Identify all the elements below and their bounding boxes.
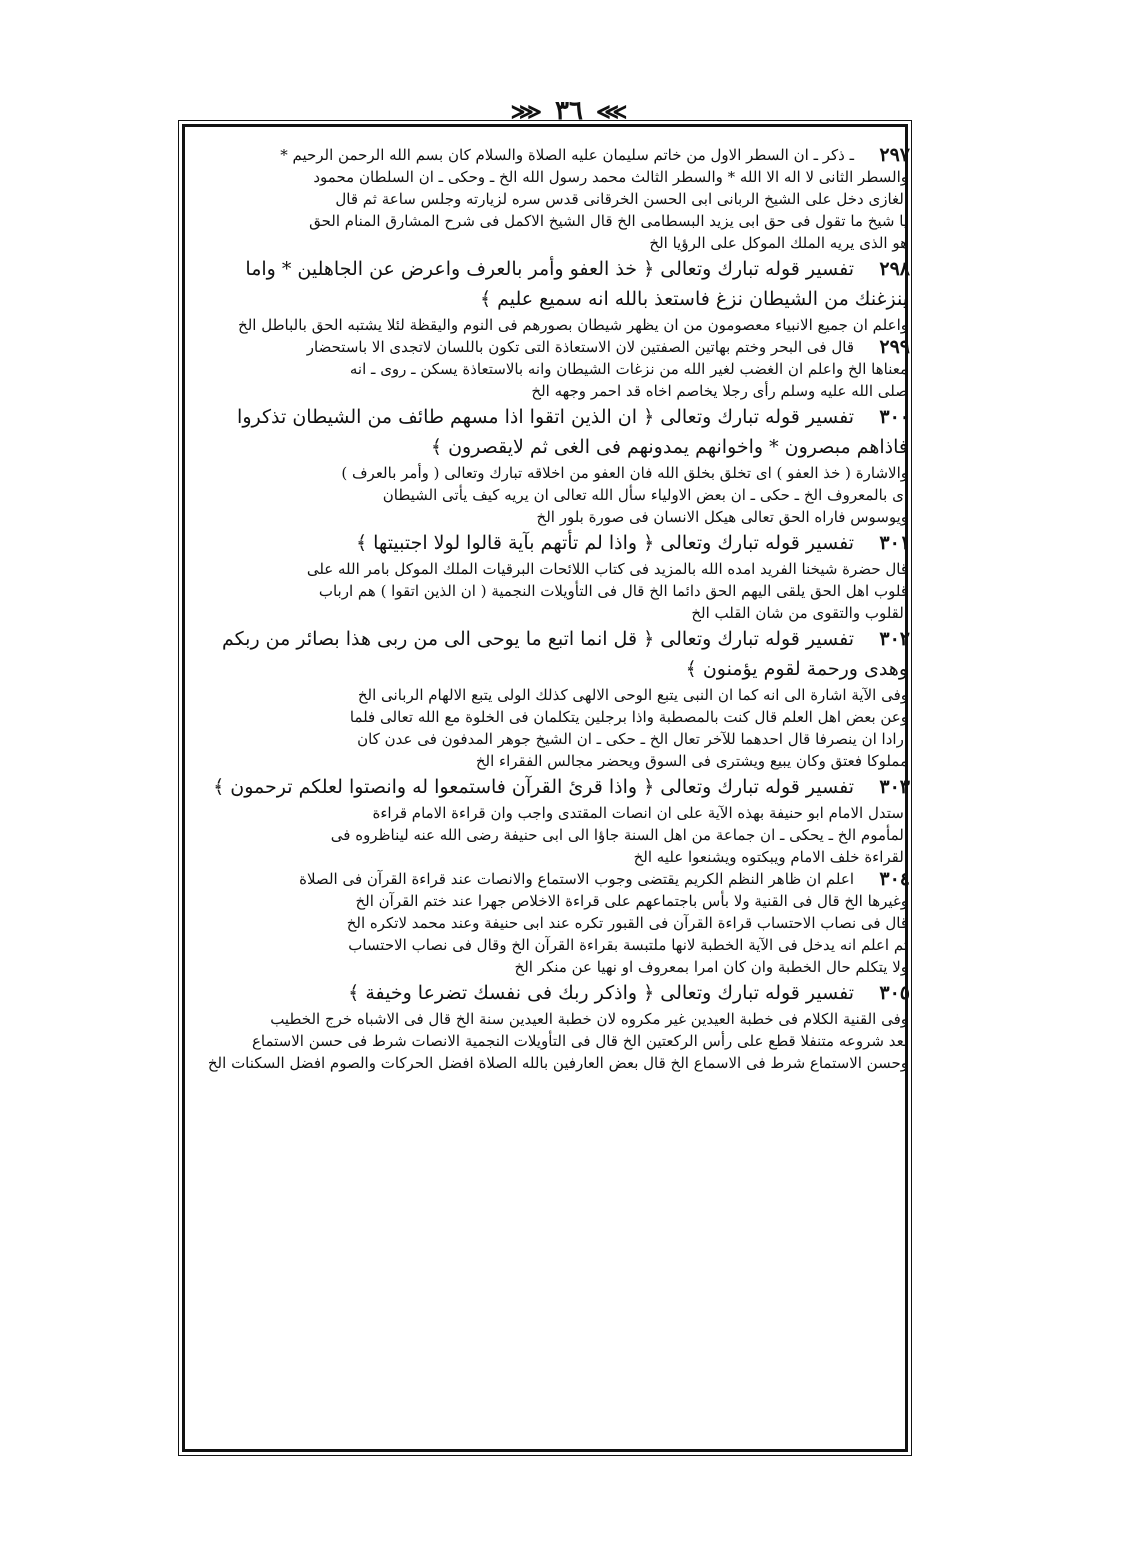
entry-number: ٢٩٨: [879, 258, 910, 280]
text-line: استدل الامام ابو حنيفة بهذه الآية على ان انصات المقتدى واجب وان قراءة الامام قراءة: [372, 804, 908, 822]
entry-number: ٣٠٣: [879, 776, 910, 798]
entry-block: [192, 772, 908, 868]
text-line: بعد شروعه متنفلا قطع على رأس الركعتين الخ قال فى التأويلات النجمية الانصات شرط فى حسن الاستماع: [251, 1032, 908, 1050]
text-line: اعلم ان ظاهر النظم الكريم يقتضى وجوب الاستماع والانصات عند قراءة القرآن فى الصلاة: [299, 870, 854, 888]
text-line: معناها الخ واعلم ان الغضب لغير الله من نزغات الشيطان وانه بالاستعاذة يسكن ـ روى ـ انه: [349, 360, 908, 378]
text-line: القلوب والتقوى من شان القلب الخ: [691, 604, 908, 622]
entry-number: ٢٩٧: [879, 144, 910, 166]
entry-number: ٢٩٩: [879, 336, 910, 358]
entry-block: [192, 978, 908, 1074]
text-line: ينزغنك من الشيطان نزغ فاستعذ بالله انه سميع عليم ﴾: [479, 288, 908, 310]
text-line: وغيرها الخ قال فى القنية ولا بأس باجتماعهم على قراءة الاخلاص جهرا عند ختم القرآن الخ: [355, 892, 908, 910]
entry-number: ٣٠٤: [879, 868, 910, 890]
text-line: ثم اعلم انه يدخل فى الآية الخطبة لانها ملتبسة بقراءة القرآن الخ وقال فى نصاب الاحتساب: [348, 936, 908, 954]
text-line: تفسير قوله تبارك وتعالى ﴿ واذا لم تأتهم بآية قالوا لولا اجتبيتها ﴾: [355, 532, 854, 554]
text-line: تفسير قوله تبارك وتعالى ﴿ واذا قرئ القرآن فاستمعوا له وانصتوا لعلكم ترحمون ﴾: [213, 776, 854, 798]
text-line: وحسن الاستماع شرط فى الاسماع الخ قال بعض العارفين بالله الصلاة افضل الحركات والصوم افضل السكنات الخ: [207, 1054, 908, 1072]
text-line: صلى الله عليه وسلم رأى رجلا يخاصم اخاه قد احمر وجهه الخ: [531, 382, 908, 400]
entry-block: [192, 254, 908, 336]
text-line: ويوسوس فاراه الحق تعالى هيكل الانسان فى صورة بلور الخ: [536, 508, 908, 526]
entry-number: ٣٠٢: [879, 628, 910, 650]
entry-block: [192, 336, 908, 402]
text-line: القراءة خلف الامام ويبكتوه ويشنعوا عليه الخ: [633, 848, 908, 866]
ornament-left-icon: ⋙: [510, 99, 542, 125]
text-line: تفسير قوله تبارك وتعالى ﴿ قل انما اتبع ما يوحى الى من ربى هذا بصائر من ربكم: [222, 628, 854, 650]
text-line: ـ ذكر ـ ان السطر الاول من خاتم سليمان عليه الصلاة والسلام كان بسم الله الرحمن الرحيم *: [280, 146, 854, 164]
text-line: وفى الآية اشارة الى انه كما ان النبى يتبع الوحى الالهى كذلك الولى يتبع الالهام الربانى الخ: [357, 686, 908, 704]
entry-block: [192, 144, 908, 254]
text-line: تفسير قوله تبارك وتعالى ﴿ ان الذين اتقوا اذا مسهم طائف من الشيطان تذكروا: [237, 406, 854, 428]
text-line: تفسير قوله تبارك وتعالى ﴿ خذ العفو وأمر بالعرف واعرض عن الجاهلين * واما: [245, 258, 854, 280]
text-line: مملوكا فعتق وكان يبيع ويشترى فى السوق ويحضر مجالس الفقراء الخ: [475, 752, 908, 770]
text-line: ولا يتكلم حال الخطبة وان كان امرا بمعروف او نهيا عن منكر الخ: [514, 958, 908, 976]
text-line: ارادا ان ينصرفا قال احدهما للآخر تعال الخ ـ حكى ـ ان الشيخ جوهر المدفون فى عدن كان: [357, 730, 908, 748]
text-line: فاذاهم مبصرون * واخوانهم يمدونهم فى الغى ثم لايقصرون ﴾: [430, 436, 908, 458]
text-line: واعلم ان جميع الانبياء معصومون من ان يظهر شيطان بصورهم فى النوم واليقظة لئلا يشتبه الحق بالباطل الخ: [238, 316, 908, 334]
text-line: والسطر الثانى لا اله الا الله * والسطر الثالث محمد رسول الله الخ ـ وحكى ـ ان السلطان محمود: [313, 168, 908, 186]
text-line: وفى القنية الكلام فى خطبة العيدين غير مكروه لان خطبة العيدين سنة الخ قال فى الاشباه خرج الخطيب: [270, 1010, 908, 1028]
text-line: وهدى ورحمة لقوم يؤمنون ﴾: [685, 658, 908, 680]
text-line: والاشارة ( خذ العفو ) اى تخلق بخلق الله فان العفو من اخلاقه تبارك وتعالى ( وأمر بالعرف ): [341, 464, 908, 482]
text-line: قال فى البحر وختم بهاتين الصفتين لان الاستعاذة التى تكون باللسان لاتجدى الا باستحضار: [306, 338, 854, 356]
page-number-header: [0, 96, 1138, 126]
page-content: [192, 144, 908, 1074]
entry-number: ٣٠٠: [879, 406, 910, 428]
text-line: قلوب اهل الحق يلقى اليهم الحق دائما الخ قال فى التأويلات النجمية ( ان الذين اتقوا ) هم ارباب: [318, 582, 908, 600]
text-line: يا شيخ ما تقول فى حق ابى يزيد البسطامى الخ قال الشيخ الاكمل فى شرح المشارق المنام الحق: [309, 212, 908, 230]
ornament-right-icon: ⋘: [596, 99, 628, 125]
page-number: ٣٦: [555, 96, 583, 126]
text-line: المأموم الخ ـ يحكى ـ ان جماعة من اهل السنة جاؤا الى ابى حنيفة رضى الله عنه ليناظروه فى: [330, 826, 908, 844]
text-line: الغازى دخل على الشيخ الربانى ابى الحسن الخرقانى قدس سره لزيارته وجلس ساعة ثم قال: [335, 190, 908, 208]
entry-block: [192, 528, 908, 624]
text-line: وعن بعض اهل العلم قال كنت بالمصطبة واذا برجلين يتكلمان فى الخلوة مع الله تعالى فلما: [349, 708, 908, 726]
entry-number: ٣٠١: [879, 532, 910, 554]
text-line: قال فى نصاب الاحتساب قراءة القرآن فى القبور تكره عند ابى حنيفة وعند محمد لاتكره الخ: [346, 914, 908, 932]
text-line: هو الذى يريه الملك الموكل على الرؤيا الخ: [649, 234, 908, 252]
text-line: تفسير قوله تبارك وتعالى ﴿ واذكر ربك فى نفسك تضرعا وخيفة ﴾: [348, 982, 854, 1004]
entry-block: [192, 868, 908, 978]
entry-block: [192, 624, 908, 772]
entry-block: [192, 402, 908, 528]
entry-number: ٣٠٥: [879, 982, 910, 1004]
text-line: اى بالمعروف الخ ـ حكى ـ ان بعض الاولياء سأل الله تعالى ان يريه كيف يأتى الشيطان: [382, 486, 908, 504]
text-line: قال حضرة شيخنا الفريد امده الله بالمزيد فى كتاب اللائحات البرقيات الملك الموكل بامر الله على: [306, 560, 908, 578]
